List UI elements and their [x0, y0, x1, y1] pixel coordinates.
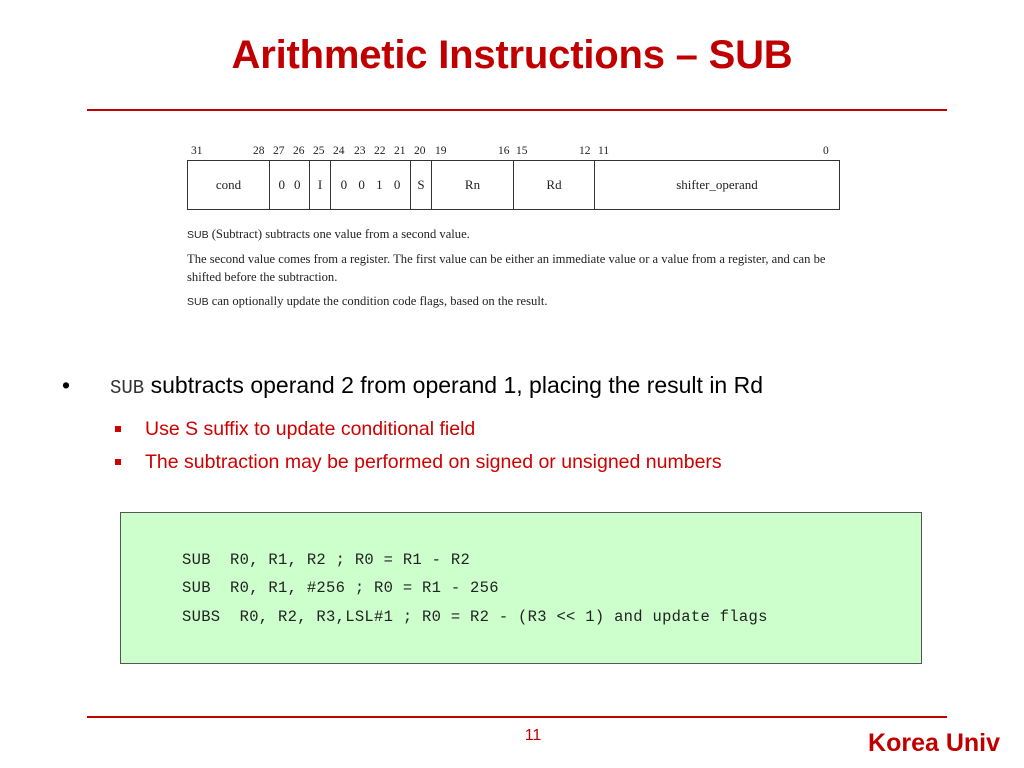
field-shifter-operand: shifter_operand: [676, 177, 758, 192]
bit-label: 21: [394, 145, 406, 157]
bit-26: 0: [294, 177, 301, 192]
bit-label: 26: [293, 145, 305, 157]
bit-label: 16: [498, 145, 510, 157]
description-para-1: [187, 225, 842, 244]
code-line: SUBS R0, R2, R3,LSL#1 ; R0 = R2 - (R3 << 1) and update flags: [182, 608, 768, 626]
field-opcode: [331, 161, 411, 209]
bit-label: 15: [516, 145, 528, 157]
title-divider: [87, 109, 947, 111]
bit-label: 22: [374, 145, 386, 157]
page-number: 11: [524, 727, 542, 744]
description-text: (Subtract) subtracts one value from a second value.: [208, 227, 470, 241]
code-example-box: [120, 512, 922, 664]
bullet-dot-icon: •: [62, 372, 71, 398]
bit-label: 24: [333, 145, 345, 157]
bit-27: 0: [278, 177, 285, 192]
bit-label: 31: [191, 145, 203, 157]
field-s: S: [411, 161, 432, 209]
bit-label: 25: [313, 145, 325, 157]
description-text: can optionally update the condition code flags, based on the result.: [208, 294, 548, 308]
bit-label: 11: [598, 145, 610, 157]
bullet-main-body: subtracts operand 2 from operand 1, placing the result in Rd: [144, 372, 764, 398]
bit-label: 19: [435, 145, 447, 157]
instruction-encoding-figure: [187, 143, 842, 308]
code-line: SUB R0, R1, R2 ; R0 = R1 - R2: [182, 551, 471, 569]
square-bullet-icon: [115, 426, 121, 432]
description-para-2: The second value comes from a register. The first value can be either an immediate value or a value from a register, and can be shifted before the subtraction.: [187, 252, 826, 284]
bit-label: 23: [354, 145, 366, 157]
encoding-fields: [187, 160, 840, 210]
square-bullet-icon: [115, 459, 121, 465]
mnemonic: SUB: [187, 296, 209, 308]
bit-22: 1: [376, 177, 383, 192]
bit-label: 12: [579, 145, 591, 157]
bit-21: 0: [393, 177, 401, 192]
bit-label: 28: [253, 145, 265, 157]
mnemonic: SUB: [187, 229, 209, 241]
field-cond: cond: [188, 161, 270, 209]
inline-code: SUB: [110, 377, 145, 399]
bit-position-labels: [187, 143, 842, 161]
footer-brand: Korea Univ: [868, 729, 1000, 757]
bit-24: 0: [340, 177, 348, 192]
field-rd: Rd: [514, 161, 595, 209]
footer-divider: [87, 716, 947, 718]
sub-bullet-text: The subtraction may be performed on signed or unsigned numbers: [145, 451, 722, 473]
bullet-main-text: [110, 372, 763, 399]
bit-label: 27: [273, 145, 285, 157]
field-rn: Rn: [432, 161, 514, 209]
slide-title: Arithmetic Instructions – SUB: [231, 33, 793, 77]
description-para-3: [187, 292, 842, 311]
bit-label: 0: [823, 145, 829, 157]
instruction-description: [187, 225, 842, 317]
field-i: I: [310, 161, 331, 209]
bit-23: 0: [358, 177, 365, 192]
sub-bullet-text: Use S suffix to update conditional field: [145, 418, 476, 440]
bit-label: 20: [414, 145, 426, 157]
field-bits-27-26: [270, 161, 310, 209]
code-line: SUB R0, R1, #256 ; R0 = R1 - 256: [182, 579, 499, 597]
